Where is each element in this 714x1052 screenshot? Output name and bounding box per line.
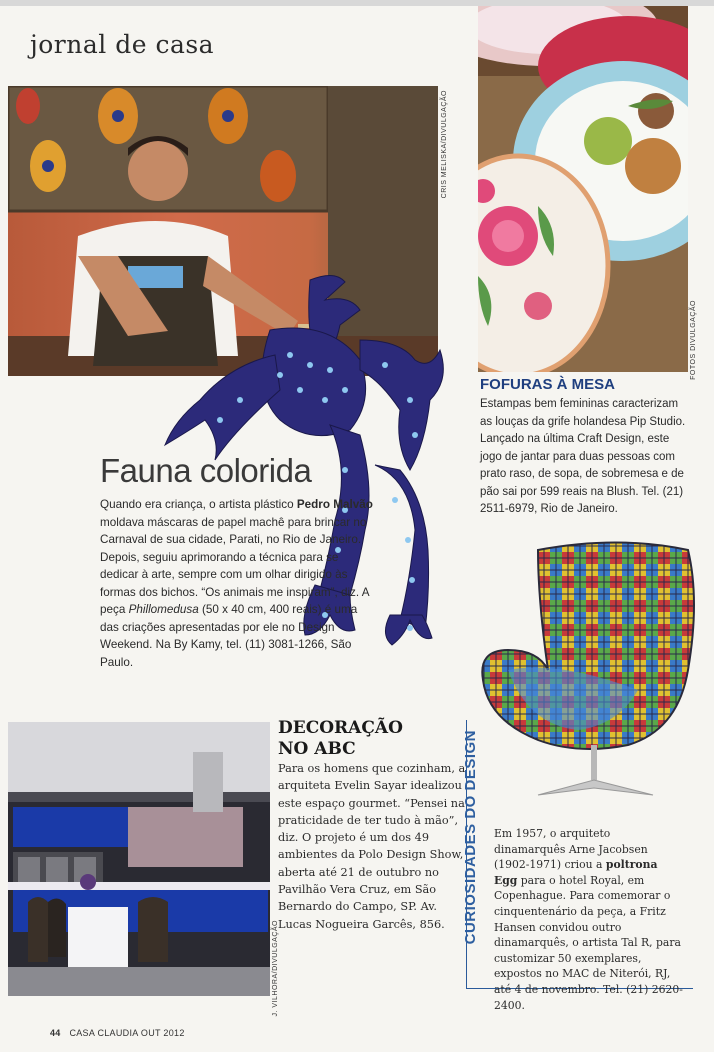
kitchen-illustration xyxy=(8,722,270,996)
fauna-piece-name: Phillomedusa xyxy=(128,603,199,616)
fauna-body xyxy=(100,496,375,671)
plates-photo-credit: FOTOS DIVULGAÇÃO xyxy=(690,300,697,380)
artist-photo-credit: CRIS MELISKA/DIVULGAÇÃO xyxy=(441,90,448,199)
curiosidades-chair-name: poltrona Egg xyxy=(494,858,658,887)
decoracao-title-line2: NO ABC xyxy=(278,739,356,759)
curiosidades-text-2: para o hotel Royal, em Copenhague. Para comemorar o cinquentenário da peça, a Fritz Hansen convidou outro dinamarquês, o artista Tal R, para customizar 50 exemplares, expostos no MAC de Niterói, RJ, até 4 de novembro. Tel. (21) 2620-2400. xyxy=(494,873,683,1012)
fofuras-body: Estampas bem femininas caracterizam as louças da grife holandesa Pip Studio. Lançado na última Craft Design, este jogo de jantar para duas pessoas com prato raso, de sopa, de sobremesa e de pão sai por 599 reais na Blush. Tel. (21) 2511-6979, Rio de Janeiro. xyxy=(480,398,686,515)
decoracao-title-line1: DECORAÇÃO xyxy=(278,718,403,738)
page-footer xyxy=(50,1028,185,1038)
page-number: 44 xyxy=(50,1028,61,1038)
section-header: jornal de casa xyxy=(30,30,215,59)
fofuras-title: FOFURAS À MESA xyxy=(480,376,615,393)
fauna-title: Fauna colorida xyxy=(100,452,312,489)
fauna-text-2: moldava máscaras de papel machê para brincar no Carnaval de sua cidade, Parati, no Rio de Janeiro. Depois, seguiu aprimorando a técnica para se dedicar à arte, sempre com um olhar dirigido às formas dos bichos. “Os animais me inspiram”, diz. A peça xyxy=(100,515,369,616)
kitchen-photo-credit: J. VILHORA/DIVULGAÇÃO xyxy=(272,920,279,1017)
curiosidades-label-wrap xyxy=(462,730,488,945)
curiosidades-text-1: Em 1957, o arquiteto dinamarquês Arne Jacobsen (1902-1971) criou a xyxy=(494,827,648,872)
decoracao-title xyxy=(278,718,403,760)
fauna-text-3: (50 x 40 cm, 400 reais) é uma das criações apresentadas por ele no Design Weekend. Na By Kamy, tel. (11) 3081-1266, São Paulo. xyxy=(100,603,358,669)
plates-photo xyxy=(478,6,688,372)
plates-illustration xyxy=(478,6,688,372)
issue-date: OUT 2012 xyxy=(140,1028,185,1038)
kitchen-photo xyxy=(8,722,270,996)
fauna-artist-name: Pedro Malvão xyxy=(296,498,373,511)
curiosidades-label: CURIOSIDADES DO DESIGN xyxy=(462,730,479,945)
curiosidades-body xyxy=(494,826,684,1013)
magazine-name: CASA CLAUDIA xyxy=(69,1028,139,1038)
decoracao-body: Para os homens que cozinham, a arquiteta Evelin Sayar idealizou este espaço gourmet. “Pensei na praticidade de ter tudo à mão”, diz. O projeto é um dos 49 ambientes da Polo Design Show, aberta até 21 de outubro no Pavilhão Vera Cruz, em São Bernardo do Campo, SP. Av. Lucas Nogueira Garcês, 856. xyxy=(278,762,466,931)
fauna-text-1: Quando era criança, o artista plástico xyxy=(100,498,294,511)
